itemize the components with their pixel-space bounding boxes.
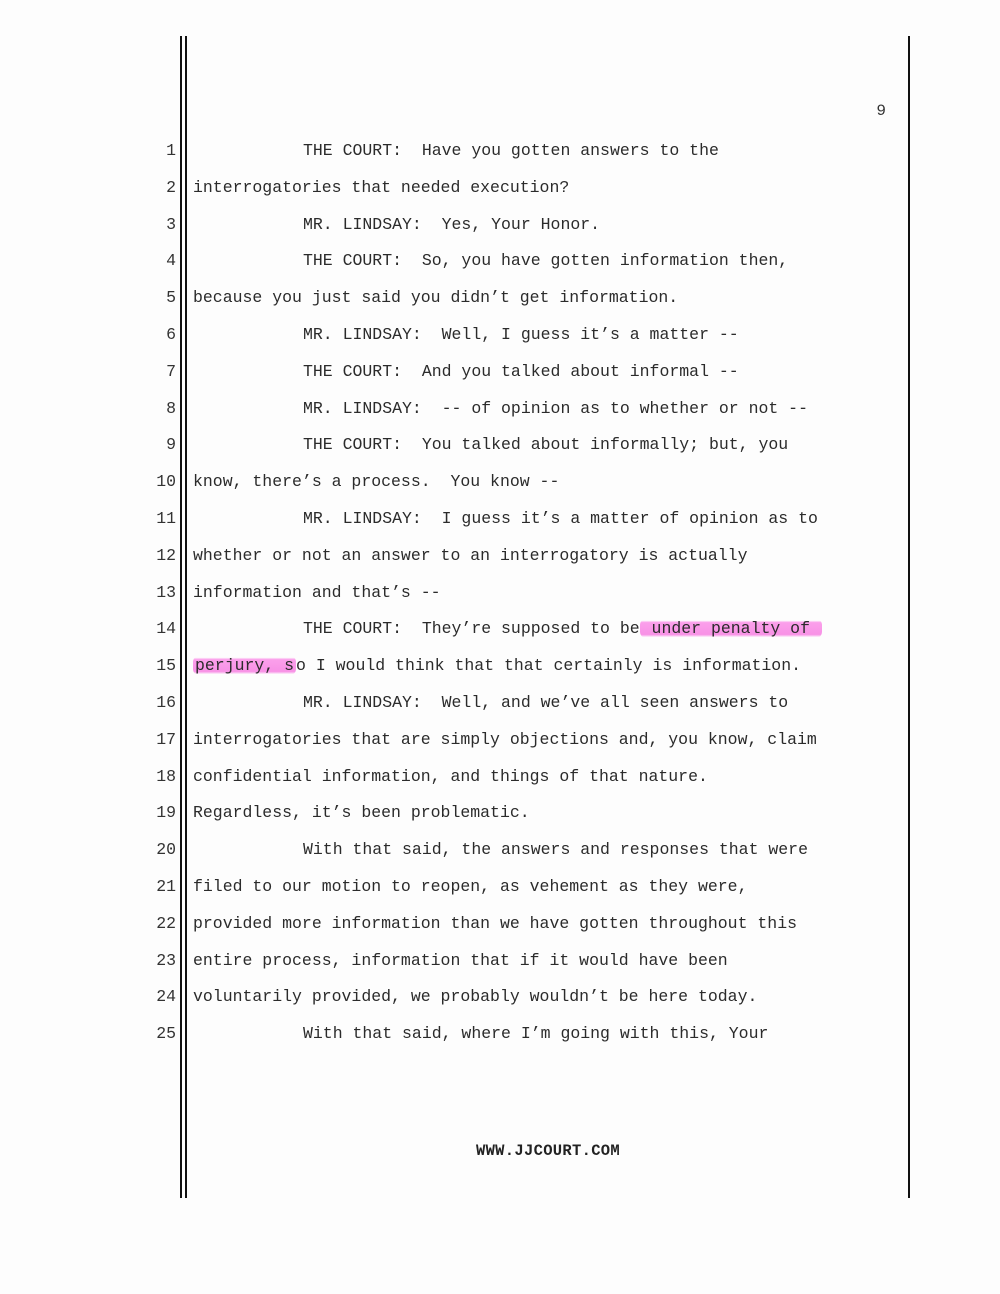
line-number: 20 bbox=[156, 840, 176, 860]
line-number: 19 bbox=[156, 803, 176, 823]
line-text-plain: THE COURT: They’re supposed to be bbox=[303, 619, 640, 639]
line-number: 7 bbox=[166, 361, 176, 381]
line-number: 18 bbox=[156, 766, 176, 786]
line-number: 8 bbox=[166, 398, 176, 418]
transcript-line bbox=[0, 946, 1000, 976]
line-text: With that said, where I’m going with this, Your bbox=[303, 1024, 769, 1044]
line-number: 14 bbox=[156, 619, 176, 639]
line-text: THE COURT: Have you gotten answers to the bbox=[303, 141, 719, 160]
line-number: 10 bbox=[156, 472, 176, 492]
transcript-line bbox=[0, 651, 1000, 681]
transcript-line bbox=[0, 688, 1000, 718]
transcript-line bbox=[0, 430, 1000, 460]
line-number: 4 bbox=[166, 251, 176, 271]
transcript-line bbox=[0, 541, 1000, 571]
transcript-line bbox=[0, 872, 1000, 902]
line-text-plain: o I would think that that certainly is information. bbox=[296, 656, 802, 676]
line-number: 22 bbox=[156, 913, 176, 933]
line-text: voluntarily provided, we probably wouldn’t be here today. bbox=[193, 987, 758, 1007]
transcript-line bbox=[0, 835, 1000, 865]
line-text: entire process, information that if it would have been bbox=[193, 950, 728, 970]
transcript-line bbox=[0, 982, 1000, 1012]
line-text: MR. LINDSAY: Well, and we’ve all seen answers to bbox=[303, 693, 789, 712]
transcript-line bbox=[0, 173, 1000, 203]
line-number: 6 bbox=[166, 325, 176, 344]
line-number: 11 bbox=[156, 509, 176, 528]
line-text: because you just said you didn’t get information. bbox=[193, 288, 679, 308]
line-text: provided more information than we have gotten throughout this bbox=[193, 913, 797, 933]
transcript-line bbox=[0, 504, 1000, 534]
line-text: MR. LINDSAY: I guess it’s a matter of opinion as to bbox=[303, 509, 818, 528]
line-text: THE COURT: So, you have gotten information then, bbox=[303, 251, 789, 271]
line-text: information and that’s -- bbox=[193, 582, 441, 602]
line-text: MR. LINDSAY: -- of opinion as to whether or not -- bbox=[303, 398, 808, 418]
line-text: THE COURT: You talked about informally; but, you bbox=[303, 435, 789, 455]
highlighted-text: perjury, s bbox=[195, 656, 295, 676]
transcript-line bbox=[0, 357, 1000, 387]
line-text: interrogatories that are simply objections and, you know, claim bbox=[193, 729, 817, 749]
line-number: 9 bbox=[166, 435, 176, 455]
transcript-line bbox=[0, 283, 1000, 313]
transcript-line bbox=[0, 762, 1000, 792]
line-number: 23 bbox=[156, 950, 176, 970]
line-text: MR. LINDSAY: Well, I guess it’s a matter -- bbox=[303, 325, 739, 344]
transcript-line bbox=[0, 909, 1000, 939]
line-text: With that said, the answers and responses that were bbox=[303, 840, 808, 860]
line-number: 15 bbox=[156, 656, 176, 676]
footer-website: WWW.JJCOURT.COM bbox=[475, 1142, 621, 1160]
transcript-line bbox=[0, 320, 1000, 350]
transcript-line bbox=[0, 1019, 1000, 1049]
line-text: Regardless, it’s been problematic. bbox=[193, 803, 530, 823]
line-number: 21 bbox=[156, 877, 176, 896]
transcript-line bbox=[0, 394, 1000, 424]
page-number: 9 bbox=[876, 102, 886, 120]
line-text: filed to our motion to reopen, as vehement as they were, bbox=[193, 877, 748, 896]
line-number: 25 bbox=[156, 1024, 176, 1044]
line-text: interrogatories that needed execution? bbox=[193, 177, 570, 197]
line-text: whether or not an answer to an interrogatory is actually bbox=[193, 545, 748, 565]
transcript-line bbox=[0, 210, 1000, 240]
line-number: 13 bbox=[156, 582, 176, 602]
transcript-line bbox=[0, 246, 1000, 276]
line-text: know, there’s a process. You know -- bbox=[193, 472, 560, 492]
line-number: 12 bbox=[156, 545, 176, 565]
line-number: 16 bbox=[156, 693, 176, 712]
line-text bbox=[193, 651, 801, 681]
transcript-line bbox=[0, 136, 1000, 166]
line-number: 3 bbox=[166, 214, 176, 234]
line-number: 1 bbox=[166, 141, 176, 160]
line-text: MR. LINDSAY: Yes, Your Honor. bbox=[303, 214, 601, 234]
line-number: 24 bbox=[156, 987, 176, 1007]
line-text: confidential information, and things of that nature. bbox=[193, 766, 708, 786]
transcript-line bbox=[0, 798, 1000, 828]
transcript-line bbox=[0, 578, 1000, 608]
line-number: 17 bbox=[156, 729, 176, 749]
transcript-line bbox=[0, 614, 1000, 644]
line-text bbox=[303, 614, 822, 644]
transcript-line bbox=[0, 725, 1000, 755]
line-number: 2 bbox=[166, 177, 176, 197]
line-text: THE COURT: And you talked about informal -- bbox=[303, 361, 739, 381]
highlighted-text: under penalty of bbox=[641, 619, 820, 639]
transcript-line bbox=[0, 467, 1000, 497]
line-number: 5 bbox=[166, 288, 176, 308]
